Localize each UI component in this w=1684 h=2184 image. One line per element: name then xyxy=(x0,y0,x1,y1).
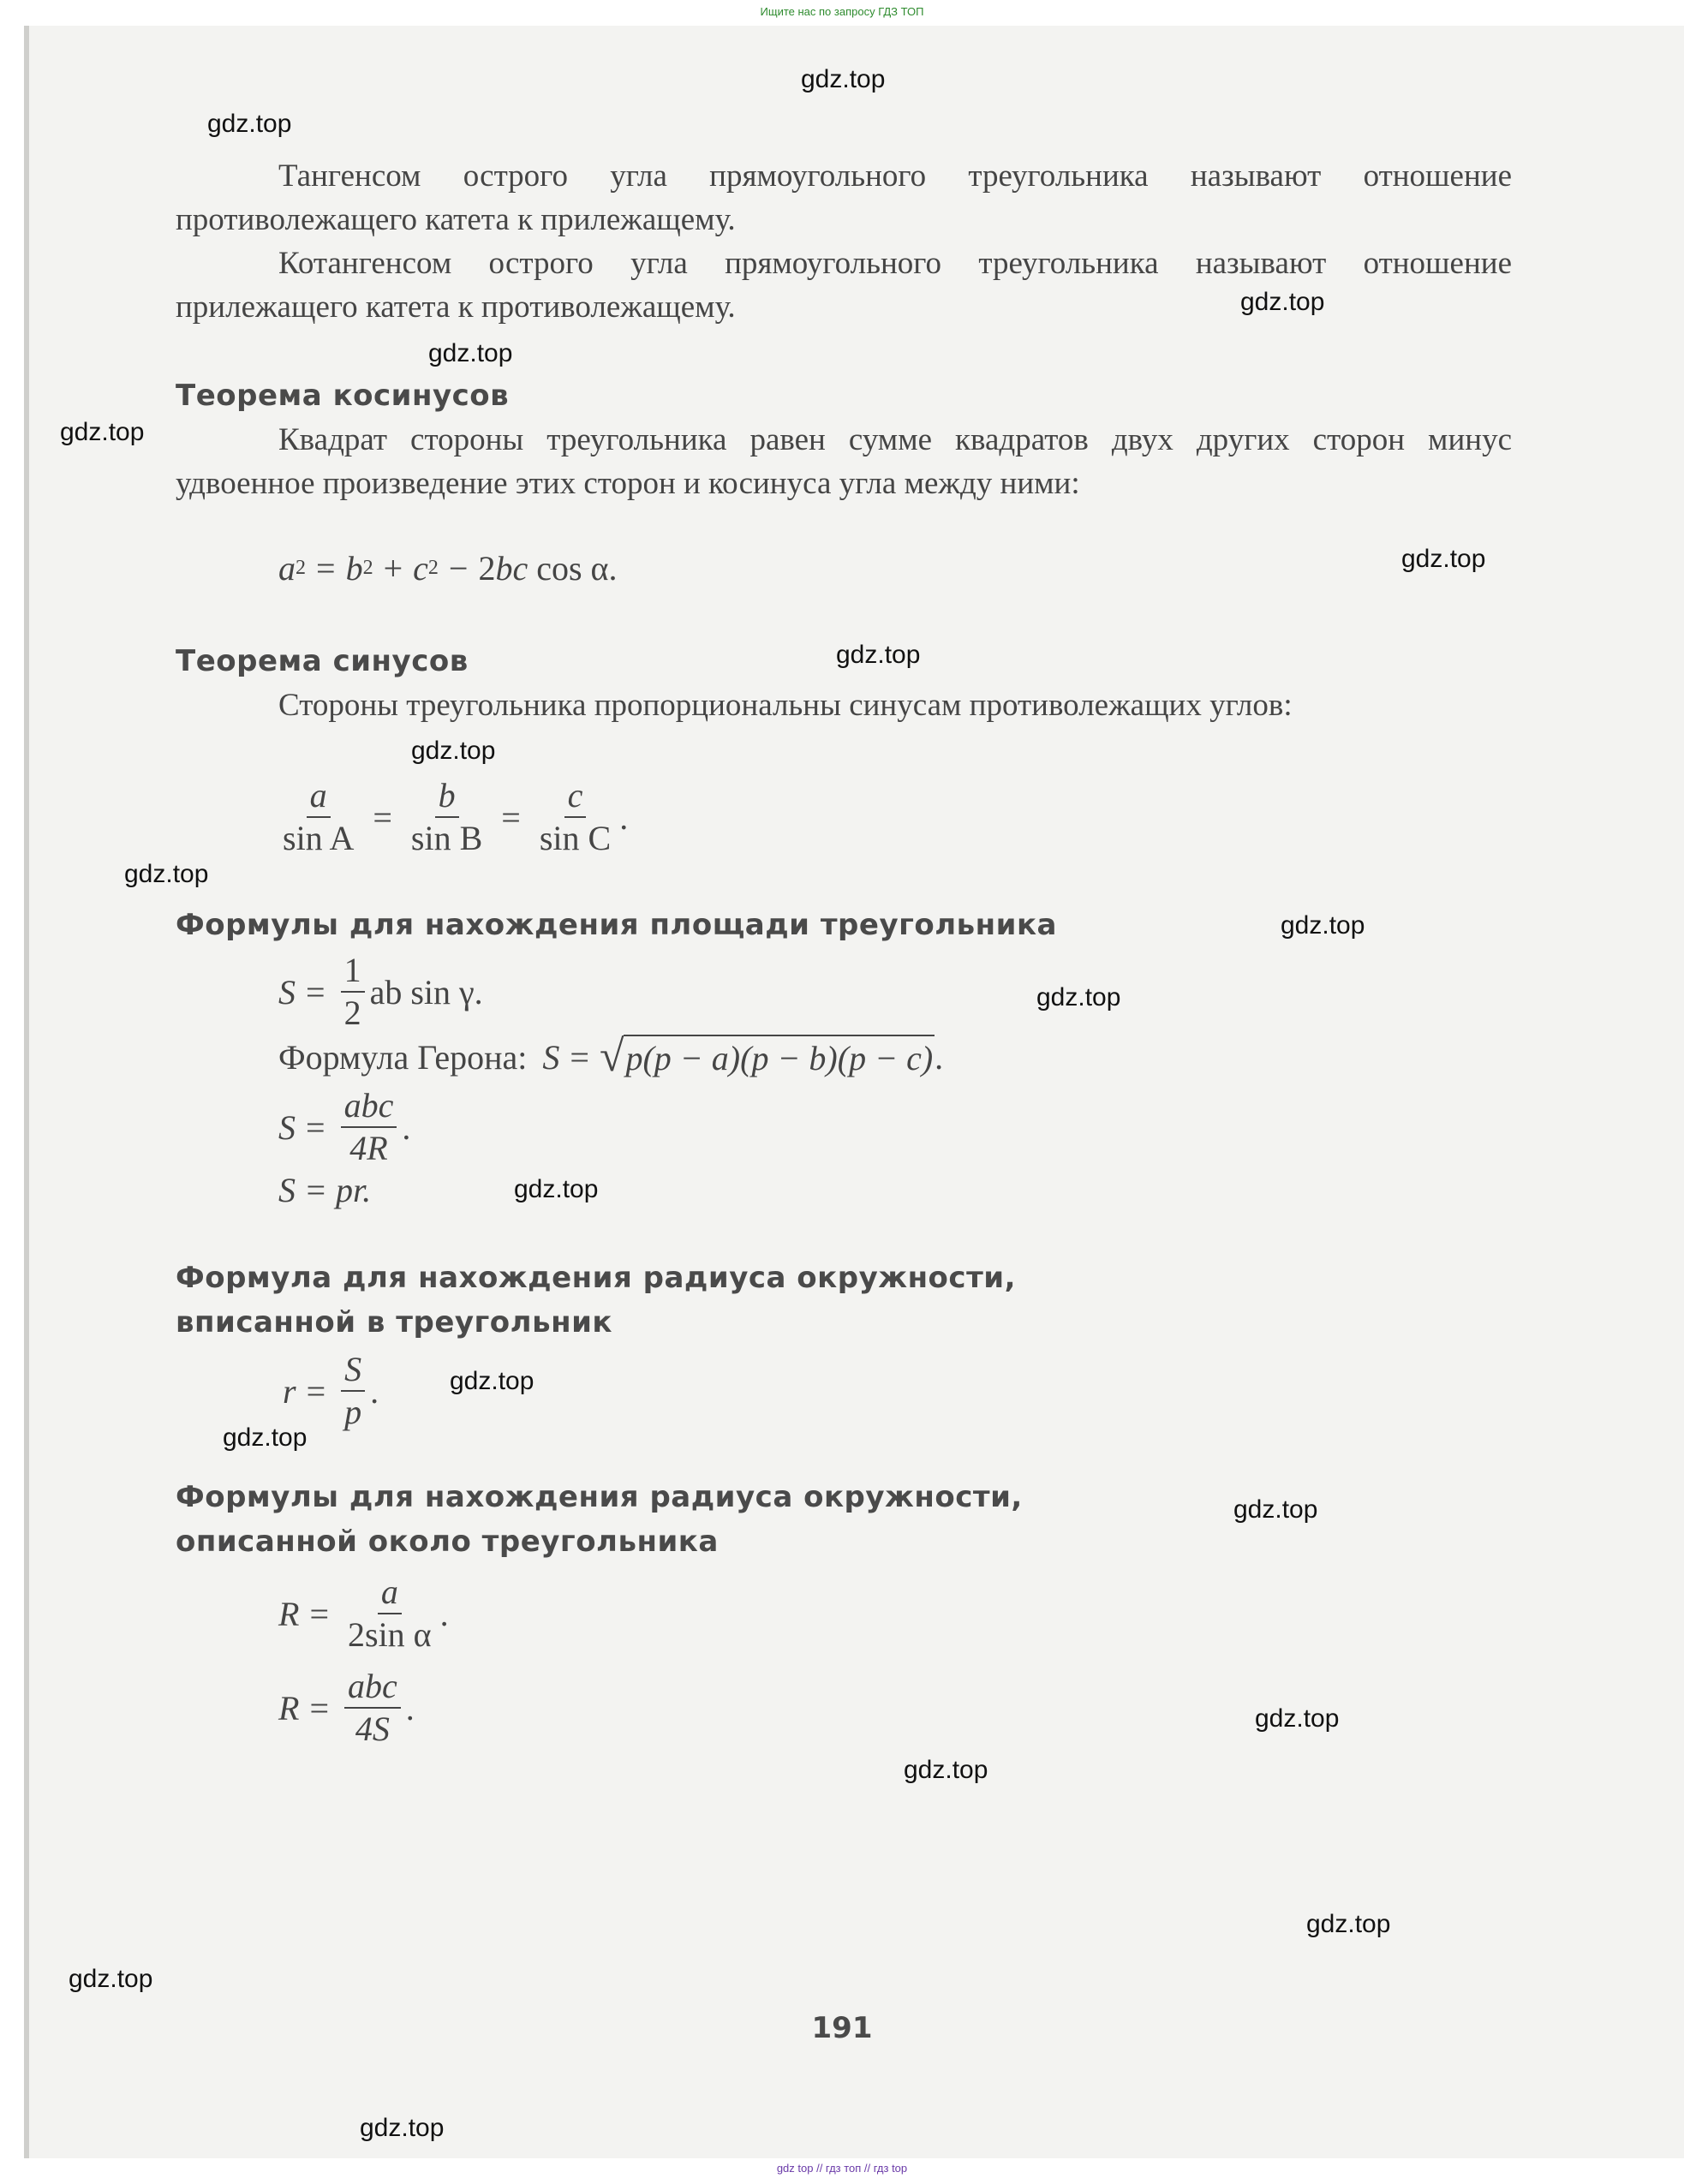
var-R: R xyxy=(278,1594,300,1633)
book-page xyxy=(24,26,1684,2158)
watermark: gdz.top xyxy=(428,339,513,367)
top-banner[interactable]: Ищите нас по запросу ГДЗ ТОП xyxy=(760,5,924,18)
period: . xyxy=(370,1371,379,1411)
numerator: a xyxy=(307,778,331,818)
fraction xyxy=(341,1352,365,1430)
watermark: gdz.top xyxy=(1233,1495,1318,1524)
square-root xyxy=(599,1032,935,1081)
equals-sign: = xyxy=(306,1107,325,1147)
watermark: gdz.top xyxy=(1281,911,1365,940)
watermark: gdz.top xyxy=(450,1367,534,1395)
cos-function: cos xyxy=(536,549,582,588)
area-formula-inradius xyxy=(278,1170,371,1210)
heading-area-formulas: Формулы для нахождения площади треугольника xyxy=(176,908,1057,942)
heading-circumradius-line2: описанной около треугольника xyxy=(176,1525,719,1559)
angle-alpha: α. xyxy=(590,549,618,588)
denominator: sin A xyxy=(283,819,355,857)
denominator: 4R xyxy=(349,1129,388,1167)
heading-sine-theorem: Теорема синусов xyxy=(176,644,469,678)
var-b: b xyxy=(345,549,363,588)
watermark: gdz.top xyxy=(223,1423,308,1452)
area-formula-circumradius xyxy=(278,1088,410,1167)
bottom-banner[interactable]: gdz top // гдз топ // гдз top xyxy=(776,2162,908,2175)
watermark: gdz.top xyxy=(1036,983,1121,1011)
equals-sign: = xyxy=(316,549,336,588)
heading-inradius-line2: вписанной в треугольник xyxy=(176,1305,612,1340)
var-S: S xyxy=(542,1037,560,1077)
watermark: gdz.top xyxy=(1240,288,1325,316)
denominator: 4S xyxy=(355,1710,390,1748)
heading-cosine-theorem: Теорема косинусов xyxy=(176,379,510,413)
denominator: sin B xyxy=(410,819,483,857)
sine-formula xyxy=(274,778,628,856)
numerator: c xyxy=(564,778,587,818)
var-S: S xyxy=(278,1107,296,1147)
heading-circumradius-line1: Формулы для нахождения радиуса окружности, xyxy=(176,1480,1023,1514)
numerator: 1 xyxy=(341,952,365,993)
fraction xyxy=(408,778,486,856)
radical-sign-icon: √ xyxy=(599,1032,624,1081)
period: . xyxy=(405,1688,415,1728)
watermark: gdz.top xyxy=(904,1756,988,1784)
watermark: gdz.top xyxy=(1255,1704,1340,1733)
period: . xyxy=(402,1107,411,1147)
var-r: r xyxy=(283,1371,296,1411)
sine-theorem-text: Стороны треугольника пропорциональны синусам противолежащих углов: xyxy=(278,688,1293,723)
minus-sign: − xyxy=(448,549,469,588)
cosine-formula xyxy=(278,548,618,588)
numerator: abc xyxy=(341,1088,397,1128)
var-a: a xyxy=(278,549,296,588)
page-number: 191 xyxy=(811,2011,873,2045)
equals-sign: = xyxy=(309,1594,329,1633)
heron-formula xyxy=(278,1032,944,1081)
period: . xyxy=(935,1037,944,1077)
circumradius-formula-sine xyxy=(278,1574,449,1653)
fraction xyxy=(344,1574,435,1653)
circumradius-formula-area xyxy=(278,1668,415,1747)
watermark: gdz.top xyxy=(1401,545,1486,573)
watermark: gdz.top xyxy=(207,110,292,138)
heading-inradius-line1: Формула для нахождения радиуса окружности, xyxy=(176,1261,1017,1295)
area-formula-sine xyxy=(278,952,483,1031)
tangent-definition: Тангенсом острого угла прямоугольного треугольника называют отношение противолежащего катета к прилежащему. xyxy=(176,158,1512,237)
watermark: gdz.top xyxy=(411,737,496,765)
equals-sign: = xyxy=(570,1037,589,1077)
denominator: sin C xyxy=(539,819,612,857)
page-binding-edge xyxy=(24,26,29,2158)
fraction xyxy=(341,952,365,1031)
inradius-formula xyxy=(283,1352,379,1430)
plus-sign: + xyxy=(383,549,403,588)
fraction xyxy=(341,1088,397,1167)
watermark: gdz.top xyxy=(514,1175,599,1203)
formula-text: S = pr. xyxy=(278,1171,372,1209)
cosine-theorem-text: Квадрат стороны треугольника равен сумме квадратов двух других сторон минус удвоенное произведение этих сторон и косинуса угла между ними: xyxy=(176,422,1512,501)
watermark: gdz.top xyxy=(124,860,209,888)
equals-sign: = xyxy=(309,1688,329,1728)
var-R: R xyxy=(278,1688,300,1728)
numerator: abc xyxy=(344,1668,401,1709)
var-bc: bc xyxy=(495,549,528,588)
denominator: 2 xyxy=(343,994,361,1032)
numerator: S xyxy=(341,1352,365,1392)
watermark: gdz.top xyxy=(836,641,921,669)
exponent: 2 xyxy=(362,557,373,579)
equals-sign: = xyxy=(306,1371,326,1411)
heron-label: Формула Герона: xyxy=(278,1037,528,1077)
var-S: S xyxy=(278,972,296,1011)
equals-sign: = xyxy=(373,797,392,837)
equals-sign: = xyxy=(306,972,325,1011)
numerator: b xyxy=(435,778,459,818)
fraction xyxy=(279,778,357,856)
exponent: 2 xyxy=(427,557,439,579)
watermark: gdz.top xyxy=(1306,1910,1391,1938)
watermark: gdz.top xyxy=(801,65,886,93)
numerator: a xyxy=(378,1574,402,1614)
equals-sign: = xyxy=(501,797,521,837)
watermark: gdz.top xyxy=(60,418,145,446)
fraction xyxy=(344,1668,401,1747)
fraction xyxy=(536,778,614,856)
denominator: 2sin α xyxy=(348,1615,432,1654)
cotangent-definition: Котангенсом острого угла прямоугольного треугольника называют отношение прилежащего катета к противолежащему. xyxy=(176,246,1512,325)
radicand: p(p − a)(p − b)(p − c) xyxy=(624,1035,935,1079)
period: . xyxy=(619,797,629,837)
var-c: c xyxy=(413,549,428,588)
watermark: gdz.top xyxy=(360,2114,445,2142)
watermark: gdz.top xyxy=(69,1965,153,1993)
denominator: p xyxy=(344,1393,362,1431)
formula-rest: ab sin γ. xyxy=(369,972,483,1011)
coefficient: 2 xyxy=(478,549,496,588)
exponent: 2 xyxy=(296,557,306,579)
period: . xyxy=(439,1594,449,1633)
